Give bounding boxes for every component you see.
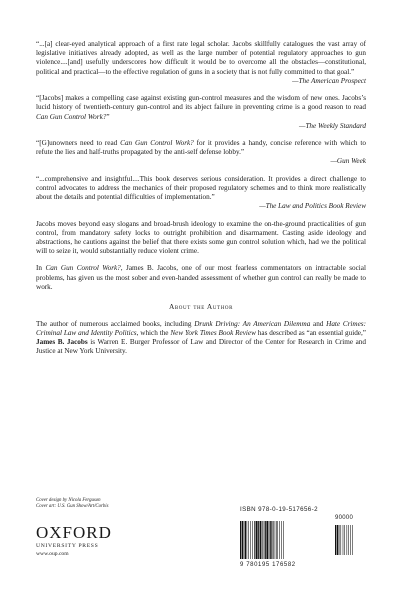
book-title: Can Gun Control Work? xyxy=(36,112,107,121)
author-name: James B. Jacobs xyxy=(36,337,88,346)
publisher-logo xyxy=(36,524,126,557)
blurb-2 xyxy=(36,94,366,131)
isbn-number: ISBN 978-0-19-517656-2 xyxy=(240,506,318,513)
blurb-text: “...comprehensive and insightful....This book deserves serious consideration. It provides a direct challenge to control advocates to address the mechanics of their proposed regulatory schemes and to think more realistically about the details and potential difficulties of implementation.” xyxy=(36,174,366,202)
cover-credits xyxy=(36,498,109,511)
blurb-text: for it provides a handy, concise reference with which to refute the lies and half-truths propagated by the anti-self defense lobby.” xyxy=(36,138,367,157)
book-title: Drunk Driving: An American Dilemma xyxy=(194,319,311,328)
about-text: and xyxy=(310,319,327,328)
barcode-digits: 9 780195 176582 xyxy=(240,562,296,568)
blurb-source: —Gun Week xyxy=(330,157,366,166)
blurb-text: ” xyxy=(106,112,110,121)
blurb-source: —The American Prospect xyxy=(292,76,366,85)
barcode-bars xyxy=(240,515,366,561)
blurb-text: “[G]unowners need to read xyxy=(36,138,121,147)
barcode-addon-digits: 90000 xyxy=(335,515,354,521)
isbn-block xyxy=(240,506,366,568)
summary-text: In xyxy=(36,264,46,273)
about-author xyxy=(36,320,366,357)
book-title: Can Gun Control Work? xyxy=(45,264,121,273)
cover-footer xyxy=(0,498,400,600)
barcode xyxy=(240,515,366,568)
blurb-text: “[Jacobs] makes a compelling case against existing gun-control measures and the wisdom of new ones. Jacobs’s lucid history of twentieth-century gun-control and its abject failure in preventing crime is a good reason to read xyxy=(36,94,366,112)
publisher-url: www.oup.com xyxy=(36,551,69,557)
about-text: , which the xyxy=(136,328,171,337)
blurb-3 xyxy=(36,139,366,167)
book-title: Hate Crimes: Criminal Law and Identity Politics xyxy=(36,319,367,337)
cover-text xyxy=(36,40,366,364)
book-title: Can Gun Control Work? xyxy=(120,138,194,147)
book-summary xyxy=(36,264,366,292)
blurb-1 xyxy=(36,40,366,86)
cover-design-credit: Cover design by Nicola Ferguson xyxy=(36,498,101,503)
about-heading: About the Author xyxy=(168,302,234,312)
cover-art-credit: Cover art: U.S. Gun Show/Art/Corbis xyxy=(36,504,109,510)
blurb-source: —The Law and Politics Book Review xyxy=(259,202,366,211)
blurb-text: “...[a] clear-eyed analytical approach of a first rate legal scholar. Jacobs skillfully catalogues the vast array of legislative initiatives already adopted, as well as the large number of potential regulatory approaches to gun violence....[and] usefully underscores how difficult it would be to overcome all the obstacles—constitutional, political and practical—to the effective regulation of guns in a society that is not fully committed to that goal.” xyxy=(36,40,366,76)
blurb-4 xyxy=(36,175,366,212)
about-text: is Warren E. Burger Professor of Law and Director of the Center for Research in Crime and Justice at New York University. xyxy=(36,337,366,356)
publisher-name: OXFORD xyxy=(36,523,112,542)
blurb-source: —The Weekly Standard xyxy=(299,121,366,130)
summary-text: , James B. Jacobs, one of our most fearless commentators on intractable social problems, has given us the most sober and even-handed assessment of whether gun control can really be made to work. xyxy=(36,264,366,291)
about-text: has described as “an essential guide,” xyxy=(255,328,366,337)
publication-title: New York Times Book Review xyxy=(170,328,256,337)
about-text: The author of numerous acclaimed books, including xyxy=(36,319,195,328)
publisher-press: UNIVERSITY PRESS xyxy=(36,543,99,549)
book-description: Jacobs moves beyond easy slogans and broad-brush ideology to examine the on-the-ground practicalities of gun control, from mandatory safety locks to outright prohibition and disarmament. Casting aside ideology and abstractions, he cautions against the belief that there exists some gun control solution which, had we the political will to seize it, would substantially reduce violent crime. xyxy=(36,219,366,256)
